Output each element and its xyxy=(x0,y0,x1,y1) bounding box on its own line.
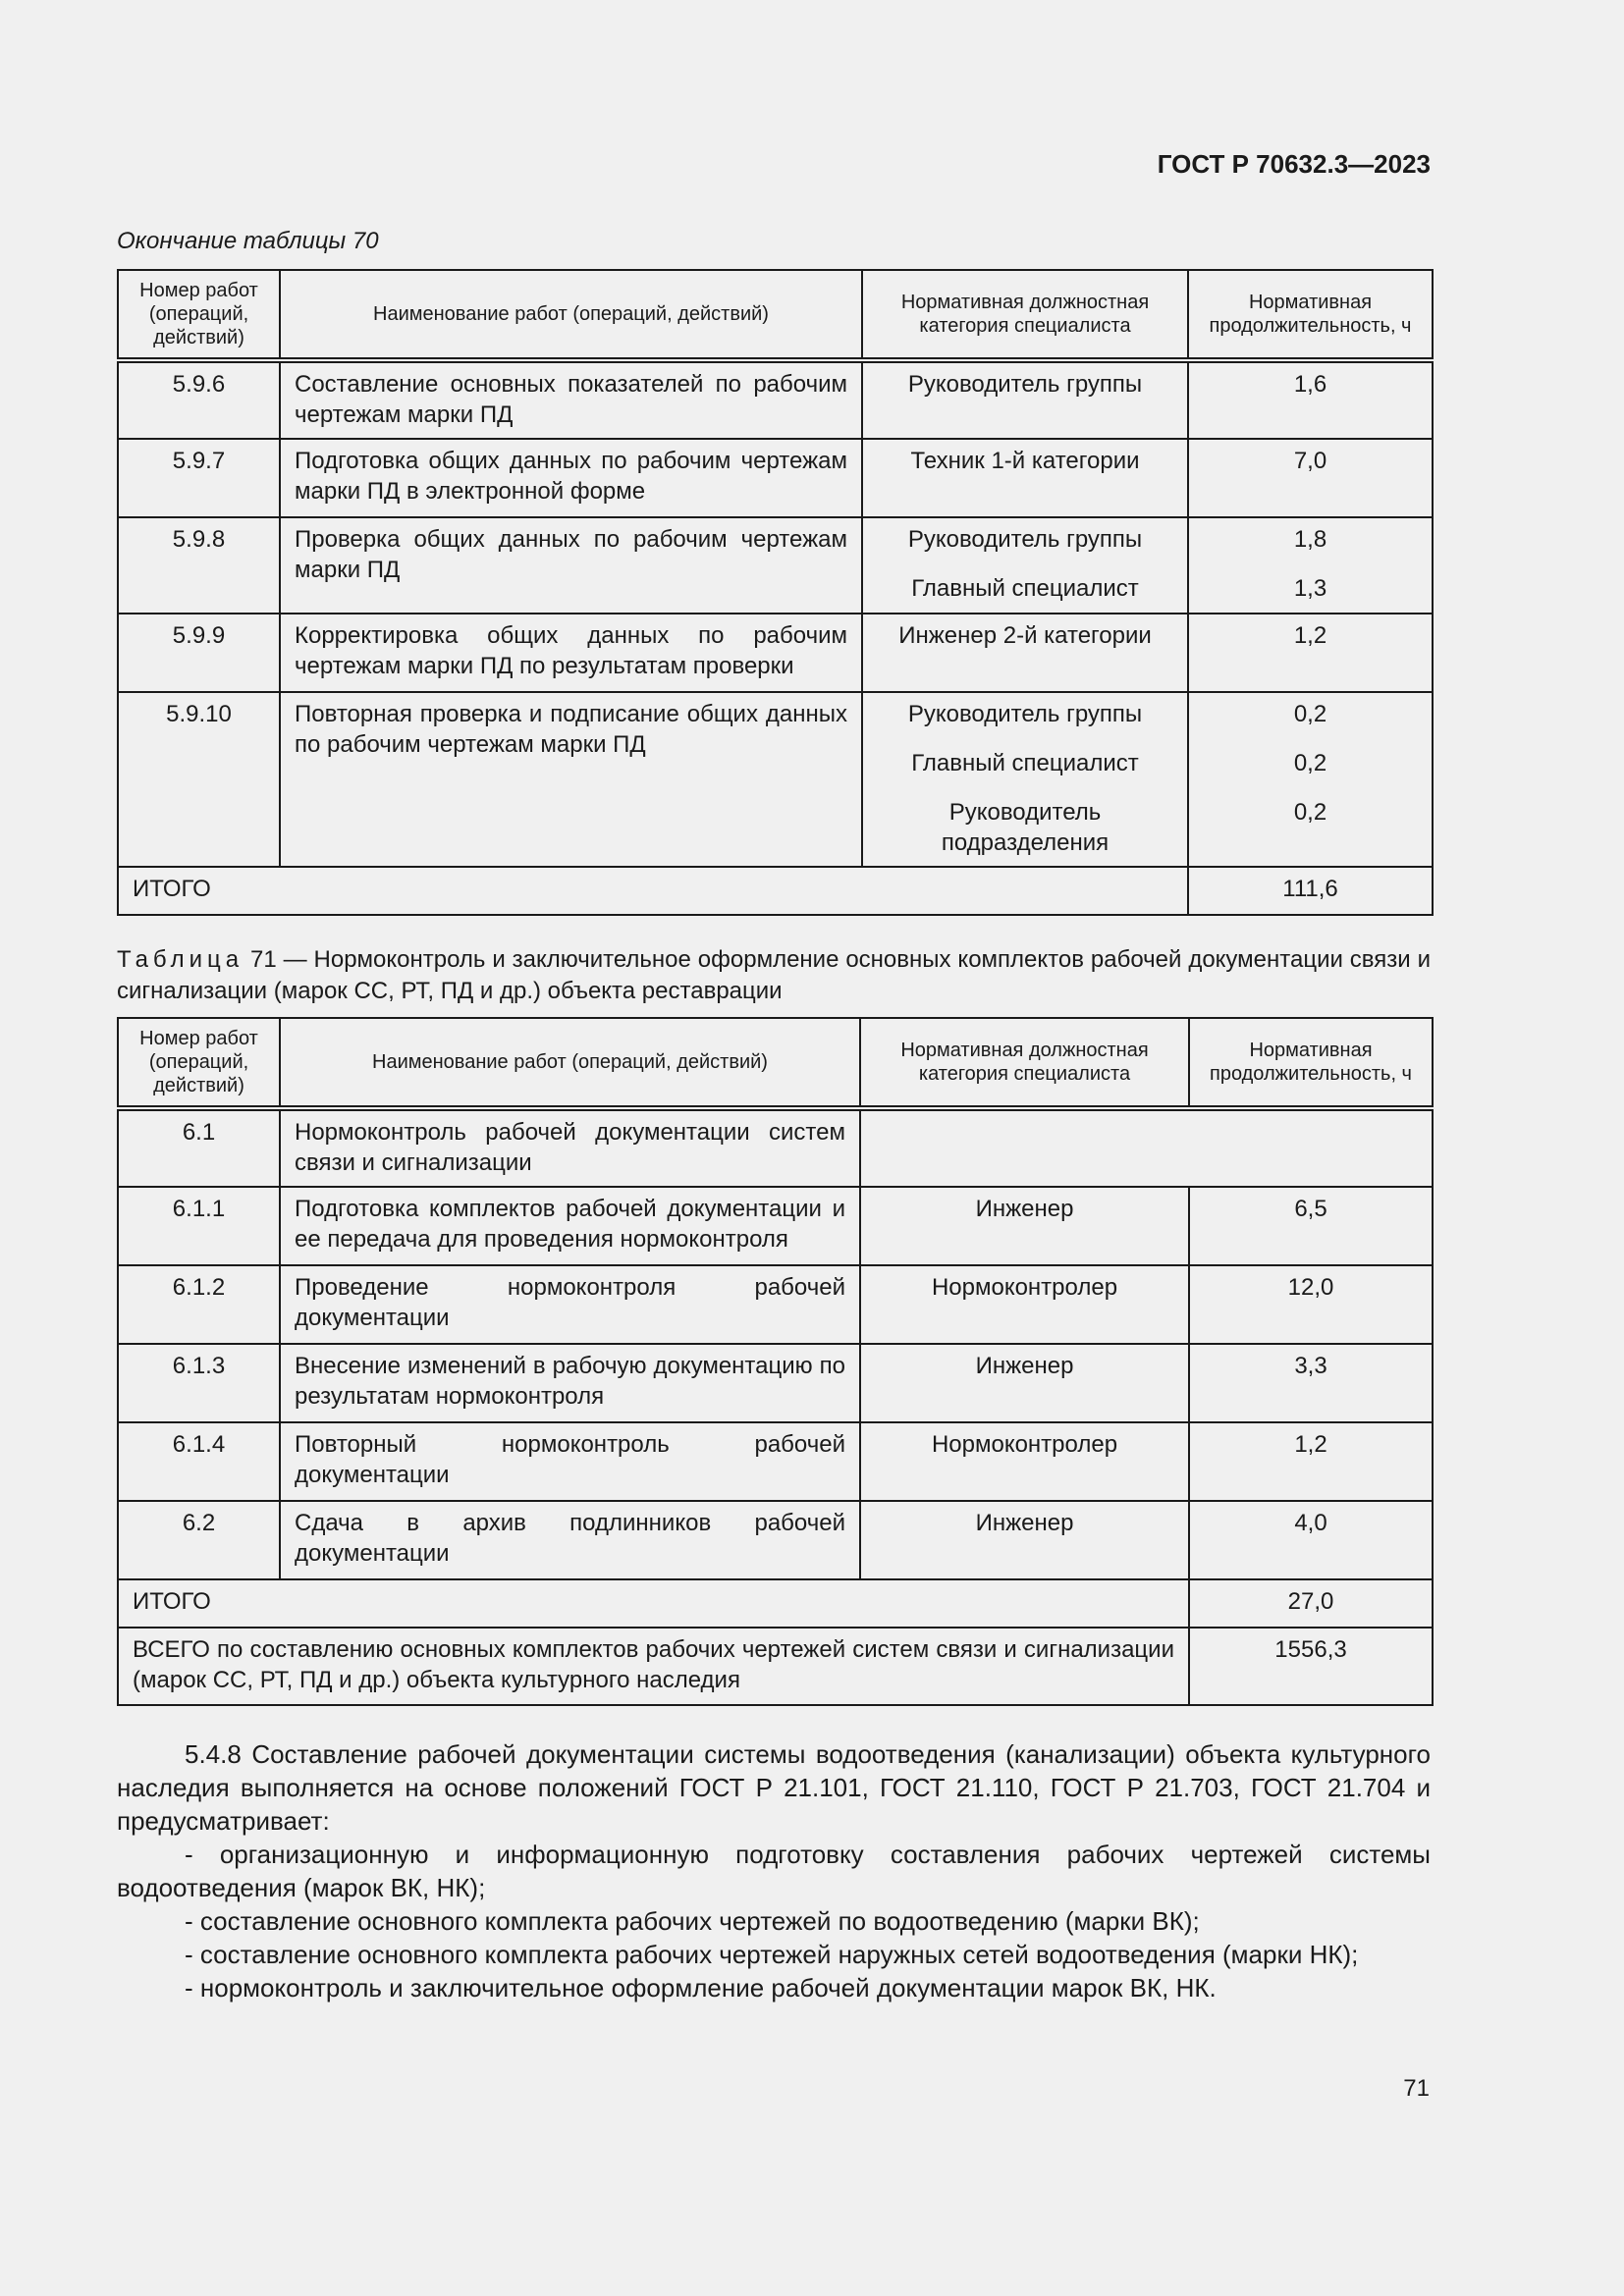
total-label: ИТОГО xyxy=(118,1579,1189,1628)
duration-line: 0,2 xyxy=(1293,750,1327,776)
document-id-header: ГОСТ Р 70632.3—2023 xyxy=(1157,149,1431,179)
cell-duration: 6,5 xyxy=(1189,1187,1433,1265)
cell-number: 5.9.9 xyxy=(118,614,280,692)
duration-line: 1,8 xyxy=(1293,526,1327,553)
role-line: Руководитель группы xyxy=(907,526,1143,553)
column-header-name: Наименование работ (операций, действий) xyxy=(280,270,862,360)
cell-role: Инженер xyxy=(860,1187,1189,1265)
cell-name: Составление основных показателей по рабочим чертежам марки ПД xyxy=(280,360,862,439)
cell-duration: 1,6 xyxy=(1188,360,1433,439)
cell-name: Нормоконтроль рабочей документации систем связи и сигнализации xyxy=(280,1108,860,1187)
table-row xyxy=(118,692,1433,867)
table-row xyxy=(118,1422,1433,1501)
list-item: - составление основного комплекта рабочих чертежей по водоотведению (марки ВК); xyxy=(185,1906,1200,1936)
table-row xyxy=(118,1187,1433,1265)
cell-number: 6.1 xyxy=(118,1108,280,1187)
column-header-name: Наименование работ (операций, действий) xyxy=(280,1018,860,1108)
grand-total-value: 1556,3 xyxy=(1189,1628,1433,1705)
grand-total-row xyxy=(118,1628,1433,1705)
role-line: Руководитель подразделения xyxy=(941,799,1110,856)
cell-role: Техник 1-й категории xyxy=(862,439,1188,517)
cell-duration: 1,2 xyxy=(1189,1422,1433,1501)
table-row xyxy=(118,360,1433,439)
table-70 xyxy=(117,269,1434,916)
cell-duration xyxy=(1188,517,1433,614)
cell-duration xyxy=(1188,692,1433,867)
cell-number: 5.9.6 xyxy=(118,360,280,439)
cell-role: Инженер xyxy=(860,1344,1189,1422)
cell-role: Нормоконтролер xyxy=(860,1422,1189,1501)
table-row xyxy=(118,439,1433,517)
column-header-duration: Нормативная продолжительность, ч xyxy=(1188,270,1433,360)
cell-duration: 4,0 xyxy=(1189,1501,1433,1579)
cell-name: Корректировка общих данных по рабочим чертежам марки ПД по результатам проверки xyxy=(280,614,862,692)
table-row xyxy=(118,517,1433,614)
total-value: 111,6 xyxy=(1188,867,1433,915)
cell-role: Инженер 2-й категории xyxy=(862,614,1188,692)
table-header-row xyxy=(118,270,1433,360)
page-number: 71 xyxy=(1403,2075,1430,2102)
list-item: - нормоконтроль и заключительное оформление рабочей документации марок ВК, НК. xyxy=(185,1973,1217,2002)
cell-role xyxy=(862,692,1188,867)
role-line: Главный специалист xyxy=(911,575,1139,602)
cell-number: 6.1.3 xyxy=(118,1344,280,1422)
cell-role: Нормоконтролер xyxy=(860,1265,1189,1344)
column-header-duration: Нормативная продолжительность, ч xyxy=(1189,1018,1433,1108)
cell-role: Инженер xyxy=(860,1501,1189,1579)
cell-empty xyxy=(860,1108,1433,1187)
cell-duration: 12,0 xyxy=(1189,1265,1433,1344)
cell-name: Сдача в архив подлинников рабочей документации xyxy=(280,1501,860,1579)
total-label: ИТОГО xyxy=(118,867,1188,915)
cell-number: 5.9.7 xyxy=(118,439,280,517)
cell-number: 6.1.2 xyxy=(118,1265,280,1344)
table-71-caption xyxy=(117,944,1431,1007)
duration-line: 0,2 xyxy=(1293,701,1327,727)
body-text xyxy=(117,1737,1431,2004)
cell-name: Подготовка комплектов рабочей документации и ее передача для проведения нормоконтроля xyxy=(280,1187,860,1265)
total-row xyxy=(118,1579,1433,1628)
column-header-number: Номер работ (операций, действий) xyxy=(118,270,280,360)
duration-line: 0,2 xyxy=(1293,799,1327,826)
column-header-role: Нормативная должностная категория специалиста xyxy=(860,1018,1189,1108)
column-header-role: Нормативная должностная категория специалиста xyxy=(862,270,1188,360)
section-row xyxy=(118,1108,1433,1187)
grand-total-label: ВСЕГО по составлению основных комплектов рабочих чертежей систем связи и сигнализации (марок СС, РТ, ПД и др.) объекта культурного наследия xyxy=(118,1628,1189,1705)
total-row xyxy=(118,867,1433,915)
cell-number: 5.9.8 xyxy=(118,517,280,614)
role-line: Главный специалист xyxy=(911,750,1139,776)
cell-duration: 1,2 xyxy=(1188,614,1433,692)
cell-name: Повторная проверка и подписание общих данных по рабочим чертежам марки ПД xyxy=(280,692,862,867)
table-caption-text: 71 — Нормоконтроль и заключительное оформление основных комплектов рабочей документации связи и сигнализации (марок СС, РТ, ПД и др.) объекта реставрации xyxy=(117,946,1431,1004)
total-value: 27,0 xyxy=(1189,1579,1433,1628)
table-caption-prefix: Таблица xyxy=(117,946,244,973)
role-line: Руководитель группы xyxy=(907,701,1143,727)
cell-name: Подготовка общих данных по рабочим чертежам марки ПД в электронной форме xyxy=(280,439,862,517)
list-item: - составление основного комплекта рабочих чертежей наружных сетей водоотведения (марки НК); xyxy=(185,1940,1359,1969)
duration-line: 1,3 xyxy=(1293,575,1327,602)
cell-role: Руководитель группы xyxy=(862,360,1188,439)
cell-number: 5.9.10 xyxy=(118,692,280,867)
table-row xyxy=(118,1265,1433,1344)
table-71 xyxy=(117,1017,1434,1706)
cell-name: Проведение нормоконтроля рабочей документации xyxy=(280,1265,860,1344)
body-paragraph: 5.4.8 Составление рабочей документации системы водоотведения (канализации) объекта культурного наследия выполняется на основе положений ГОСТ Р 21.101, ГОСТ 21.110, ГОСТ Р 21.703, ГОСТ 21.704 и предусматривает: xyxy=(117,1739,1431,1836)
table-row xyxy=(118,1501,1433,1579)
table-header-row xyxy=(118,1018,1433,1108)
cell-number: 6.1.4 xyxy=(118,1422,280,1501)
cell-name: Проверка общих данных по рабочим чертежам марки ПД xyxy=(280,517,862,614)
table-row xyxy=(118,1344,1433,1422)
table-70-continuation-caption: Окончание таблицы 70 xyxy=(117,228,379,254)
column-header-number: Номер работ (операций, действий) xyxy=(118,1018,280,1108)
cell-number: 6.1.1 xyxy=(118,1187,280,1265)
list-item: - организационную и информационную подготовку составления рабочих чертежей системы водоотведения (марок ВК, НК); xyxy=(117,1840,1431,1902)
cell-duration: 3,3 xyxy=(1189,1344,1433,1422)
table-row xyxy=(118,614,1433,692)
cell-name: Внесение изменений в рабочую документацию по результатам нормоконтроля xyxy=(280,1344,860,1422)
cell-number: 6.2 xyxy=(118,1501,280,1579)
cell-role xyxy=(862,517,1188,614)
cell-name: Повторный нормоконтроль рабочей документации xyxy=(280,1422,860,1501)
cell-duration: 7,0 xyxy=(1188,439,1433,517)
